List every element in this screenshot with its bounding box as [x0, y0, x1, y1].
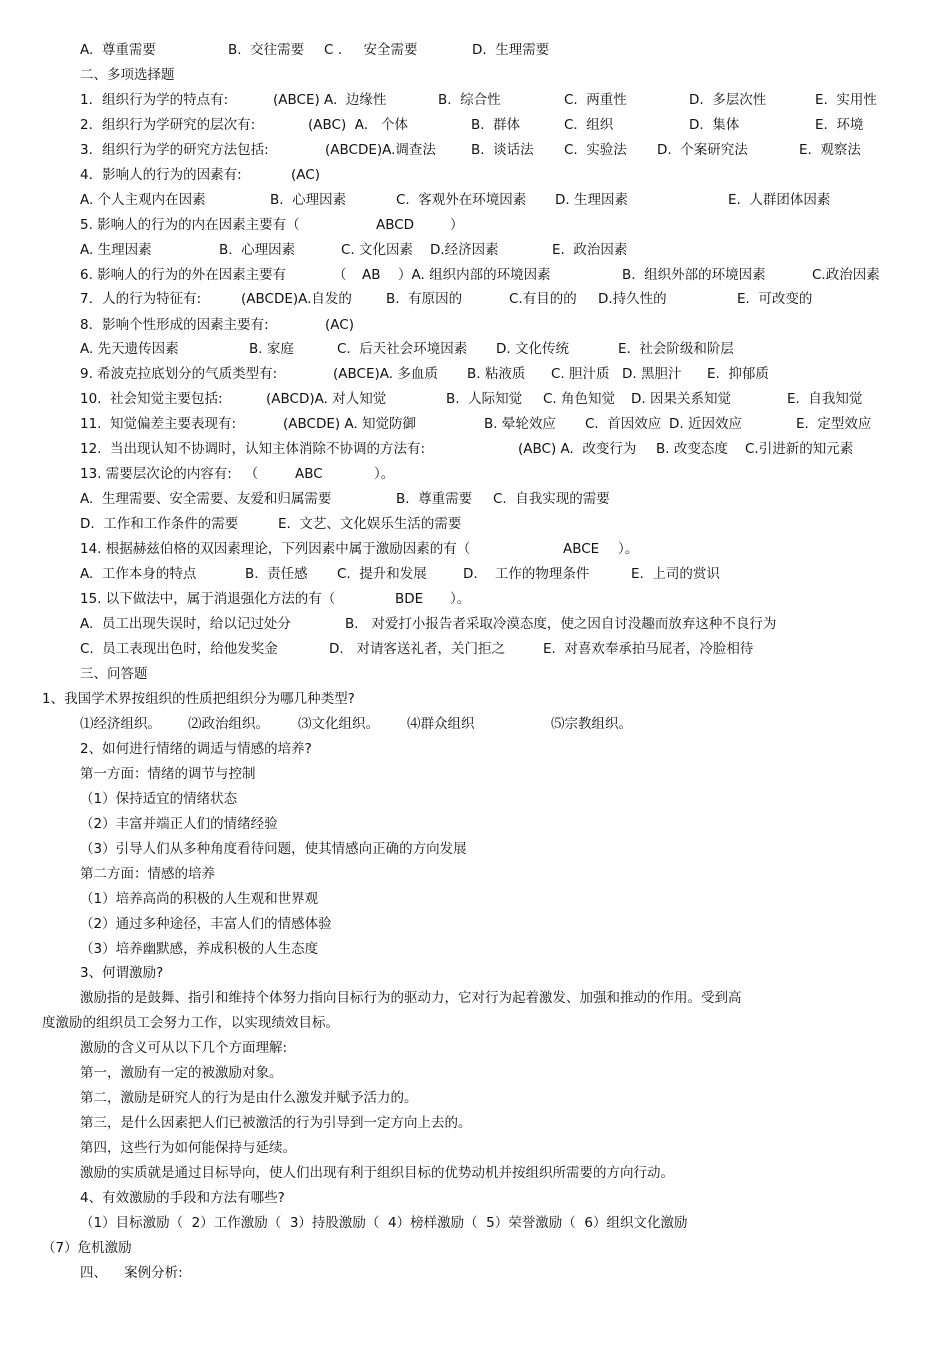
option-b: B. 粘液质	[467, 366, 526, 382]
paragraph-line: （3）引导人们从多种角度看待问题，使其情感向正确的方向发展	[80, 841, 467, 857]
answer: ABCE	[563, 541, 600, 557]
option-d: D. 因果关系知觉	[631, 391, 731, 407]
qa-1-answer-row	[0, 714, 950, 734]
option-e: E. 对喜欢奉承拍马屁者，冷脸相待	[543, 641, 754, 657]
option-b: B. 组织外部的环境因素	[622, 267, 766, 283]
question-3	[0, 140, 950, 160]
option-c: C.有目的的	[509, 291, 577, 307]
option-c: C. 首因效应	[585, 416, 662, 432]
question-12	[0, 439, 950, 459]
option-b: B. 晕轮效应	[484, 416, 556, 432]
question-text: 11. 知觉偏差主要表现有:	[80, 416, 237, 432]
section-heading-multiple-choice: 二、多项选择题	[80, 67, 175, 83]
option-d: D. 文化传统	[496, 341, 569, 357]
option-b: B. 人际知觉	[446, 391, 523, 407]
question-14	[0, 539, 950, 559]
option-a: A. 尊重需要	[80, 42, 156, 58]
question-15-options-1	[0, 614, 950, 634]
question-9	[0, 364, 950, 384]
qa-question-3: 3、何谓激励?	[80, 965, 164, 981]
option-a: ）A. 组织内部的环境因素	[398, 267, 551, 283]
question-5-options	[0, 240, 950, 260]
answer: (AC)	[325, 317, 354, 333]
question-text: 12. 当出现认知不协调时，认知主体消除不协调的方法有:	[80, 441, 426, 457]
option-b: B. 尊重需要	[396, 491, 473, 507]
answer: (ABCDE)A.自发的	[241, 291, 352, 307]
option-c: C. 实验法	[564, 142, 627, 158]
option-b: B. 综合性	[438, 92, 501, 108]
open-paren: （	[333, 267, 347, 283]
option-b: B. 交往需要	[228, 42, 305, 58]
question-14-options	[0, 564, 950, 584]
close-paren: ）。	[450, 591, 471, 607]
option-b: B. 责任感	[245, 566, 308, 582]
paragraph-line: 第二方面：情感的培养	[80, 866, 215, 882]
option-a: A. 员工出现失误时，给以记过处分	[80, 616, 291, 632]
question-1	[0, 90, 950, 110]
question-4-options	[0, 190, 950, 210]
option-c: C. 角色知觉	[543, 391, 616, 407]
answer: (ABC) A. 个体	[308, 117, 408, 133]
option-a: A. 生理因素	[80, 242, 152, 258]
option-d: D. 工作的物理条件	[463, 566, 590, 582]
answer: (ABCDE)A.调查法	[325, 142, 436, 158]
question-text: 3．组织行为学的研究方法包括:	[80, 142, 269, 158]
question-10	[0, 389, 950, 409]
option-d: D.经济因素	[430, 242, 499, 258]
paragraph-line: （1）保持适宜的情绪状态	[80, 791, 238, 807]
qa-question-1: 1、我国学术界按组织的性质把组织分为哪几种类型?	[42, 691, 355, 707]
option-a: A. 工作本身的特点	[80, 566, 197, 582]
qa-question-4: 4、有效激励的手段和方法有哪些?	[80, 1190, 285, 1206]
option-c: C. 后天社会环境因素	[337, 341, 468, 357]
question-text: 10. 社会知觉主要包括:	[80, 391, 223, 407]
option-e: E. 政治因素	[552, 242, 628, 258]
question-text: 15. 以下做法中，属于消退强化方法的有（	[80, 591, 336, 607]
option-d: D. 黑胆汁	[622, 366, 682, 382]
option-e: E. 文艺、文化娱乐生活的需要	[278, 516, 462, 532]
paragraph-line: 第四，这些行为如何能保持与延续。	[80, 1140, 296, 1156]
answer: (ABC) A. 改变行为	[518, 441, 637, 457]
close-paren: ）。	[618, 541, 639, 557]
option-a: A. 先天遗传因素	[80, 341, 179, 357]
question-text: 1．组织行为学的特点有:	[80, 92, 229, 108]
paragraph-line: （2）通过多种途径，丰富人们的情感体验	[80, 916, 332, 932]
option-c: C.引进新的知元素	[745, 441, 854, 457]
question-text: 7．人的行为特征有:	[80, 291, 202, 307]
question-text: 13. 需要层次论的内容有: （	[80, 466, 259, 482]
option-c: C. 组织	[564, 117, 614, 133]
option-b: B. 家庭	[249, 341, 294, 357]
option-d: D. 工作和工作条件的需要	[80, 516, 239, 532]
question-13-options-1	[0, 489, 950, 509]
question-text: 8．影响个性形成的因素主要有:	[80, 317, 269, 333]
option-d: D. 近因效应	[669, 416, 742, 432]
question-8	[0, 315, 950, 335]
option-e: E. 抑郁质	[707, 366, 769, 382]
mc-options-row	[0, 40, 950, 60]
answer: (ABCE) A. 边缘性	[273, 92, 387, 108]
question-15-options-2	[0, 639, 950, 659]
answer: AB	[362, 267, 381, 283]
option-c: C. 自我实现的需要	[493, 491, 610, 507]
answer: BDE	[395, 591, 424, 607]
answer: (ABCD)A. 对人知觉	[266, 391, 387, 407]
question-text: 14. 根据赫兹伯格的双因素理论，下列因素中属于激励因素的有（	[80, 541, 471, 557]
option-e: E. 上司的赏识	[631, 566, 720, 582]
option-d: D. 生理因素	[555, 192, 628, 208]
close-paren: ）	[450, 217, 464, 233]
option-d: D. 对请客送礼者，关门拒之	[329, 641, 506, 657]
option-b: B. 谈话法	[471, 142, 534, 158]
option-c: C. 文化因素	[341, 242, 414, 258]
option-b: B. 心理因素	[219, 242, 296, 258]
question-13	[0, 464, 950, 484]
option-a: A. 生理需要、安全需要、友爱和归属需要	[80, 491, 332, 507]
paragraph-line: （1）培养高尚的积极的人生观和世界观	[80, 891, 319, 907]
question-text: 4．影响人的行为的因素有:	[80, 167, 242, 183]
option-e: E. 实用性	[815, 92, 877, 108]
question-6	[0, 265, 950, 285]
option-e: E. 可改变的	[737, 291, 813, 307]
question-text: 9. 希波克拉底划分的气质类型有:	[80, 366, 278, 382]
question-text: 5. 影响人的行为的内在因素主要有（	[80, 217, 300, 233]
question-15	[0, 589, 950, 609]
paragraph-line: 第二，激励是研究人的行为是由什么激发并赋予活力的。	[80, 1090, 418, 1106]
close-paren: ）。	[374, 466, 395, 482]
paragraph-line: 第三，是什么因素把人们已被激活的行为引导到一定方向上去的。	[80, 1115, 472, 1131]
list-item: ⑴经济组织。	[80, 716, 161, 732]
answer: (ABCE)A. 多血质	[333, 366, 438, 382]
answer: (ABCDE) A. 知觉防御	[283, 416, 417, 432]
paragraph-line: 第一，激励有一定的被激励对象。	[80, 1065, 283, 1081]
paragraph-line: （1）目标激励（ 2）工作激励（ 3）持股激励（ 4）榜样激励（ 5）荣誉激励（ 6）组织文化激励	[80, 1215, 688, 1231]
list-item: ⑶文化组织。	[298, 716, 379, 732]
option-c: C. 提升和发展	[337, 566, 427, 582]
option-b: B. 对爱打小报告者采取冷漠态度，使之因自讨没趣而放弃这种不良行为	[345, 616, 777, 632]
answer: ABC	[295, 466, 323, 482]
question-4	[0, 165, 950, 185]
option-b: B. 有原因的	[386, 291, 463, 307]
question-text: 6. 影响人的行为的外在因素主要有	[80, 267, 287, 283]
paragraph-line: 激励的含义可从以下几个方面理解:	[80, 1040, 288, 1056]
option-e: E. 观察法	[799, 142, 861, 158]
question-8-options	[0, 339, 950, 359]
list-item: ⑷群众组织	[407, 716, 475, 732]
paragraph-line: （2）丰富并端正人们的情绪经验	[80, 816, 278, 832]
paragraph-line: 激励的实质就是通过目标导向，使人们出现有利于组织目标的优势动机并按组织所需要的方向行动。	[80, 1165, 674, 1181]
qa-question-2: 2、如何进行情绪的调适与情感的培养?	[80, 741, 312, 757]
option-e: E. 定型效应	[796, 416, 872, 432]
option-a: A. 个人主观内在因素	[80, 192, 206, 208]
option-e: E. 环境	[815, 117, 864, 133]
paragraph-line: 激励指的是鼓舞、指引和维持个体努力指向目标行为的驱动力，它对行为起着激发、加强和推动的作用。受到高	[80, 990, 742, 1006]
section-heading-case-analysis: 四、 案例分析:	[80, 1265, 183, 1281]
paragraph-line: 第一方面：情绪的调节与控制	[80, 766, 256, 782]
option-e: E. 自我知觉	[787, 391, 863, 407]
paragraph-line: 度激励的组织员工会努力工作，以实现绩效目标。	[42, 1015, 339, 1031]
option-d: D. 个案研究法	[657, 142, 748, 158]
option-c: C. 员工表现出色时，给他发奖金	[80, 641, 278, 657]
question-2	[0, 115, 950, 135]
paragraph-line: （3）培养幽默感，养成积极的人生态度	[80, 941, 319, 957]
option-b: B. 改变态度	[656, 441, 728, 457]
question-13-options-2	[0, 514, 950, 534]
option-d: D. 集体	[689, 117, 740, 133]
option-d: D.持久性的	[598, 291, 667, 307]
option-b: B. 心理因素	[270, 192, 347, 208]
option-e: E. 社会阶级和阶层	[618, 341, 734, 357]
section-heading-qa: 三、问答题	[80, 666, 148, 682]
question-text: 2．组织行为学研究的层次有:	[80, 117, 256, 133]
option-c: C.政治因素	[812, 267, 880, 283]
answer: (AC)	[291, 167, 320, 183]
paragraph-line: （7）危机激励	[42, 1240, 132, 1256]
list-item: ⑸宗教组织。	[551, 716, 632, 732]
option-d: D. 多层次性	[689, 92, 767, 108]
option-c: C. 两重性	[564, 92, 627, 108]
answer: ABCD	[376, 217, 415, 233]
option-b: B. 群体	[471, 117, 521, 133]
question-11	[0, 414, 950, 434]
list-item: ⑵政治组织。	[188, 716, 269, 732]
option-d: D. 生理需要	[472, 42, 550, 58]
option-c: C . 安全需要	[324, 42, 418, 58]
question-5	[0, 215, 950, 235]
option-c: C. 客观外在环境因素	[396, 192, 527, 208]
question-7	[0, 289, 950, 309]
option-c: C. 胆汁质	[551, 366, 610, 382]
option-e: E. 人群团体因素	[728, 192, 831, 208]
